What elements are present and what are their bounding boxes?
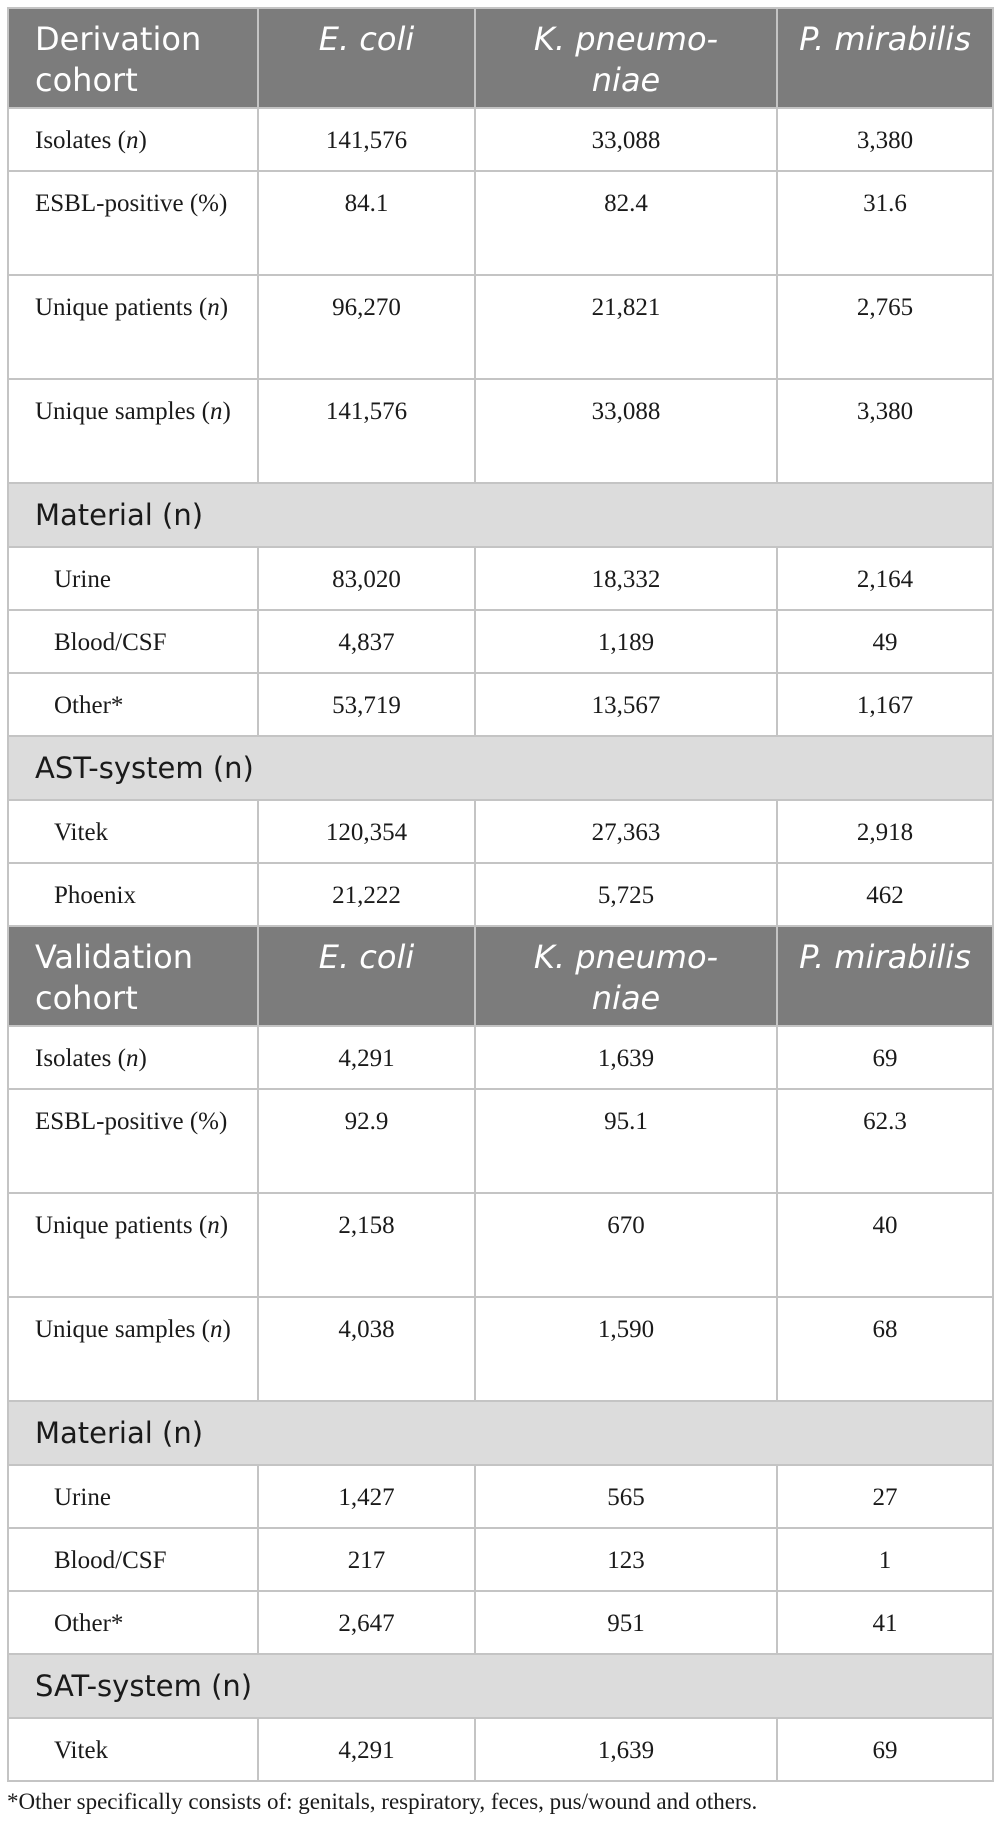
cell-value: 53,719 xyxy=(258,673,475,736)
species-header: P. mirabilis xyxy=(777,926,993,1026)
cell-value: 565 xyxy=(475,1465,777,1528)
row-label: Vitek xyxy=(8,800,258,863)
validation-material-section xyxy=(8,1401,993,1465)
label-close: ) xyxy=(219,1212,229,1239)
cell-value: 951 xyxy=(475,1591,777,1654)
row-label: Phoenix xyxy=(8,863,258,926)
cell-value: 670 xyxy=(475,1193,777,1297)
validation-cohort-header: Validation cohort xyxy=(8,926,258,1026)
footnote: *Other specifically consists of: genitals, respiratory, feces, pus/wound and others. xyxy=(7,1789,758,1814)
validation-row xyxy=(8,1193,993,1297)
label-close: ) xyxy=(222,398,231,425)
cell-value: 1,639 xyxy=(475,1718,777,1781)
cell-value: 21,222 xyxy=(258,863,475,926)
section-title: SAT-system (n) xyxy=(8,1654,993,1718)
row-label: Blood/CSF xyxy=(8,610,258,673)
row-label xyxy=(8,1297,258,1401)
derivation-header-row xyxy=(8,8,993,108)
cell-value: 4,038 xyxy=(258,1297,475,1401)
section-title: AST-system (n) xyxy=(8,736,993,800)
derivation-material-section xyxy=(8,483,993,547)
label-unit: n xyxy=(125,1045,139,1072)
validation-system-section xyxy=(8,1654,993,1718)
derivation-cohort-header: Derivation cohort xyxy=(8,8,258,108)
cell-value: 21,821 xyxy=(475,275,777,379)
label-text: ESBL-positive (%) xyxy=(35,190,228,217)
row-label: Urine xyxy=(8,547,258,610)
validation-row xyxy=(8,1297,993,1401)
cell-value: 1,590 xyxy=(475,1297,777,1401)
label-unit: n xyxy=(207,294,220,321)
cell-value: 27,363 xyxy=(475,800,777,863)
cell-value: 5,725 xyxy=(475,863,777,926)
cell-value: 1 xyxy=(777,1528,993,1591)
cell-value: 2,164 xyxy=(777,547,993,610)
validation-header-row xyxy=(8,926,993,1026)
label-close: ) xyxy=(138,1045,147,1072)
cell-value: 27 xyxy=(777,1465,993,1528)
validation-row xyxy=(8,1089,993,1193)
label-text: Unique patients ( xyxy=(35,294,208,321)
label-unit: n xyxy=(207,1212,220,1239)
row-label: Other* xyxy=(8,1591,258,1654)
cell-value: 82.4 xyxy=(475,171,777,275)
species-header: K. pneumo- niae xyxy=(475,8,777,108)
cell-value: 68 xyxy=(777,1297,993,1401)
row-label: Urine xyxy=(8,1465,258,1528)
row-label xyxy=(8,1089,258,1193)
validation-material-row xyxy=(8,1528,993,1591)
label-unit: n xyxy=(209,1316,223,1343)
cell-value: 1,167 xyxy=(777,673,993,736)
row-label xyxy=(8,1026,258,1089)
derivation-system-section xyxy=(8,736,993,800)
label-text: Unique samples ( xyxy=(35,1316,210,1343)
derivation-material-row xyxy=(8,610,993,673)
label-text: ESBL-positive (%) xyxy=(35,1108,228,1135)
species-header: K. pneumo- niae xyxy=(475,926,777,1026)
cell-value: 33,088 xyxy=(475,379,777,483)
row-label: Other* xyxy=(8,673,258,736)
label-unit: n xyxy=(209,398,223,425)
label-text: Unique samples ( xyxy=(35,398,210,425)
row-label xyxy=(8,1193,258,1297)
cell-value: 1,427 xyxy=(258,1465,475,1528)
cell-value: 217 xyxy=(258,1528,475,1591)
validation-row xyxy=(8,1026,993,1089)
section-title: Material (n) xyxy=(8,483,993,547)
cell-value: 1,189 xyxy=(475,610,777,673)
cell-value: 96,270 xyxy=(258,275,475,379)
row-label xyxy=(8,379,258,483)
species-header: E. coli xyxy=(258,8,475,108)
cohort-table xyxy=(7,7,994,1782)
cell-value: 18,332 xyxy=(475,547,777,610)
row-label: Blood/CSF xyxy=(8,1528,258,1591)
label-close: ) xyxy=(222,1316,231,1343)
cell-value: 123 xyxy=(475,1528,777,1591)
cell-value: 2,765 xyxy=(777,275,993,379)
derivation-system-row xyxy=(8,800,993,863)
derivation-material-row xyxy=(8,673,993,736)
row-label xyxy=(8,108,258,171)
derivation-row xyxy=(8,275,993,379)
row-label xyxy=(8,171,258,275)
cell-value: 3,380 xyxy=(777,108,993,171)
derivation-row xyxy=(8,171,993,275)
cell-value: 13,567 xyxy=(475,673,777,736)
derivation-row xyxy=(8,108,993,171)
cell-value: 92.9 xyxy=(258,1089,475,1193)
cell-value: 141,576 xyxy=(258,379,475,483)
cell-value: 462 xyxy=(777,863,993,926)
label-close: ) xyxy=(219,294,229,321)
row-label xyxy=(8,275,258,379)
label-text: Isolates ( xyxy=(35,127,126,154)
validation-material-row xyxy=(8,1465,993,1528)
cell-value: 2,158 xyxy=(258,1193,475,1297)
cell-value: 2,647 xyxy=(258,1591,475,1654)
species-header: E. coli xyxy=(258,926,475,1026)
cell-value: 141,576 xyxy=(258,108,475,171)
cell-value: 1,639 xyxy=(475,1026,777,1089)
cell-value: 49 xyxy=(777,610,993,673)
cell-value: 62.3 xyxy=(777,1089,993,1193)
derivation-system-row xyxy=(8,863,993,926)
label-text: Unique patients ( xyxy=(35,1212,208,1239)
validation-system-row xyxy=(8,1718,993,1781)
cell-value: 84.1 xyxy=(258,171,475,275)
cell-value: 69 xyxy=(777,1026,993,1089)
cell-value: 95.1 xyxy=(475,1089,777,1193)
label-unit: n xyxy=(125,127,139,154)
section-title: Material (n) xyxy=(8,1401,993,1465)
row-label: Vitek xyxy=(8,1718,258,1781)
cell-value: 120,354 xyxy=(258,800,475,863)
cell-value: 3,380 xyxy=(777,379,993,483)
label-close: ) xyxy=(138,127,147,154)
validation-material-row xyxy=(8,1591,993,1654)
species-header: P. mirabilis xyxy=(777,8,993,108)
derivation-material-row xyxy=(8,547,993,610)
cell-value: 33,088 xyxy=(475,108,777,171)
label-text: Isolates ( xyxy=(35,1045,126,1072)
cell-value: 4,837 xyxy=(258,610,475,673)
cell-value: 4,291 xyxy=(258,1718,475,1781)
cell-value: 83,020 xyxy=(258,547,475,610)
cell-value: 41 xyxy=(777,1591,993,1654)
cell-value: 2,918 xyxy=(777,800,993,863)
cell-value: 4,291 xyxy=(258,1026,475,1089)
cell-value: 40 xyxy=(777,1193,993,1297)
cell-value: 69 xyxy=(777,1718,993,1781)
cell-value: 31.6 xyxy=(777,171,993,275)
derivation-row xyxy=(8,379,993,483)
